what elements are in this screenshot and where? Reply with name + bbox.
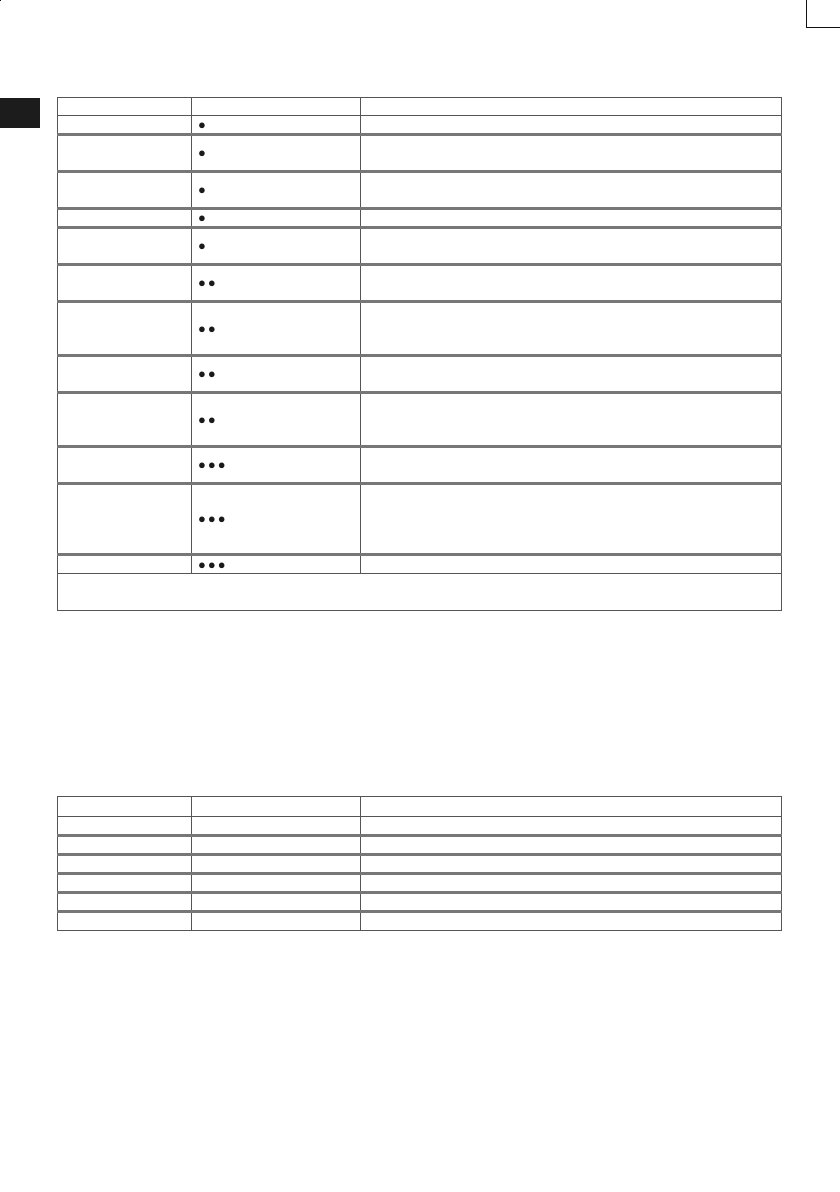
severity-cell <box>192 135 361 172</box>
table-cell <box>58 836 192 855</box>
table-cell <box>58 209 192 228</box>
crop-mark-vertical <box>0 0 1 1</box>
crop-mark-right-h <box>806 27 840 28</box>
table-cell <box>58 265 192 302</box>
table-cell <box>192 855 361 874</box>
table-row <box>58 302 782 356</box>
crop-mark-right <box>806 0 807 28</box>
table-row <box>58 817 782 836</box>
table-row <box>58 912 782 931</box>
table-cell <box>361 797 782 817</box>
table-cell <box>361 912 782 931</box>
severity-cell <box>192 116 361 135</box>
table-cell <box>361 302 782 356</box>
table-cell <box>361 836 782 855</box>
severity-dots: ● <box>198 210 208 225</box>
table-cell <box>58 356 192 393</box>
table-cell <box>58 393 192 447</box>
table-footer-row <box>58 574 782 611</box>
table-cell <box>58 484 192 555</box>
table-cell <box>58 817 192 836</box>
table-row <box>58 484 782 555</box>
table-cell <box>361 874 782 893</box>
language-tab-marker <box>0 98 40 128</box>
table-cell <box>58 135 192 172</box>
table-cell <box>361 484 782 555</box>
table-cell <box>192 893 361 912</box>
table-cell <box>361 893 782 912</box>
severity-dots: ●●● <box>198 511 228 526</box>
error-codes-table <box>57 97 782 611</box>
table-header-row <box>58 98 782 116</box>
table-row <box>58 447 782 484</box>
table-cell <box>192 912 361 931</box>
table-cell <box>361 209 782 228</box>
table-cell <box>58 874 192 893</box>
severity-cell <box>192 302 361 356</box>
severity-cell <box>192 356 361 393</box>
severity-dots: ● <box>198 238 208 253</box>
table-row <box>58 265 782 302</box>
table-cell <box>192 836 361 855</box>
table-cell <box>58 855 192 874</box>
severity-cell <box>192 228 361 265</box>
table-row <box>58 209 782 228</box>
table-cell <box>58 116 192 135</box>
severity-dots: ●● <box>198 411 218 427</box>
severity-dots: ● <box>198 116 208 132</box>
severity-cell <box>192 393 361 447</box>
table-cell <box>361 356 782 393</box>
table-cell <box>361 135 782 172</box>
severity-dots: ●● <box>198 275 218 290</box>
table-row <box>58 555 782 574</box>
table-cell <box>361 98 782 116</box>
severity-cell <box>192 265 361 302</box>
table-cell <box>58 302 192 356</box>
table-cell <box>361 555 782 574</box>
table-cell <box>58 893 192 912</box>
table-footer-cell <box>58 574 782 611</box>
table-cell <box>58 912 192 931</box>
table-cell <box>58 555 192 574</box>
table-row <box>58 393 782 447</box>
severity-dots: ● <box>198 182 208 197</box>
severity-cell <box>192 484 361 555</box>
table-cell <box>361 228 782 265</box>
table-cell <box>361 855 782 874</box>
table-cell <box>361 393 782 447</box>
severity-cell <box>192 447 361 484</box>
severity-cell <box>192 555 361 574</box>
severity-dots: ● <box>198 145 208 160</box>
table-cell <box>361 265 782 302</box>
table-row <box>58 135 782 172</box>
severity-dots: ●●● <box>198 556 228 572</box>
table-row <box>58 893 782 912</box>
table-cell <box>361 447 782 484</box>
table-row <box>58 228 782 265</box>
table-cell <box>192 98 361 116</box>
table-cell <box>361 116 782 135</box>
severity-dots: ●● <box>198 320 218 336</box>
table-cell <box>58 447 192 484</box>
table-cell <box>58 172 192 209</box>
severity-dots: ●●● <box>198 457 228 472</box>
table-row <box>58 836 782 855</box>
table-row <box>58 855 782 874</box>
table-cell <box>58 228 192 265</box>
table-row <box>58 172 782 209</box>
table-header-row <box>58 797 782 817</box>
severity-cell <box>192 209 361 228</box>
table-row <box>58 874 782 893</box>
table-cell <box>361 172 782 209</box>
severity-dots: ●● <box>198 366 218 381</box>
table-cell <box>192 874 361 893</box>
table-cell <box>361 817 782 836</box>
table-cell <box>58 98 192 116</box>
table-cell <box>58 797 192 817</box>
severity-cell <box>192 172 361 209</box>
table-cell <box>192 797 361 817</box>
table-cell <box>192 817 361 836</box>
table-row <box>58 356 782 393</box>
secondary-table <box>57 796 782 931</box>
table-row <box>58 116 782 135</box>
